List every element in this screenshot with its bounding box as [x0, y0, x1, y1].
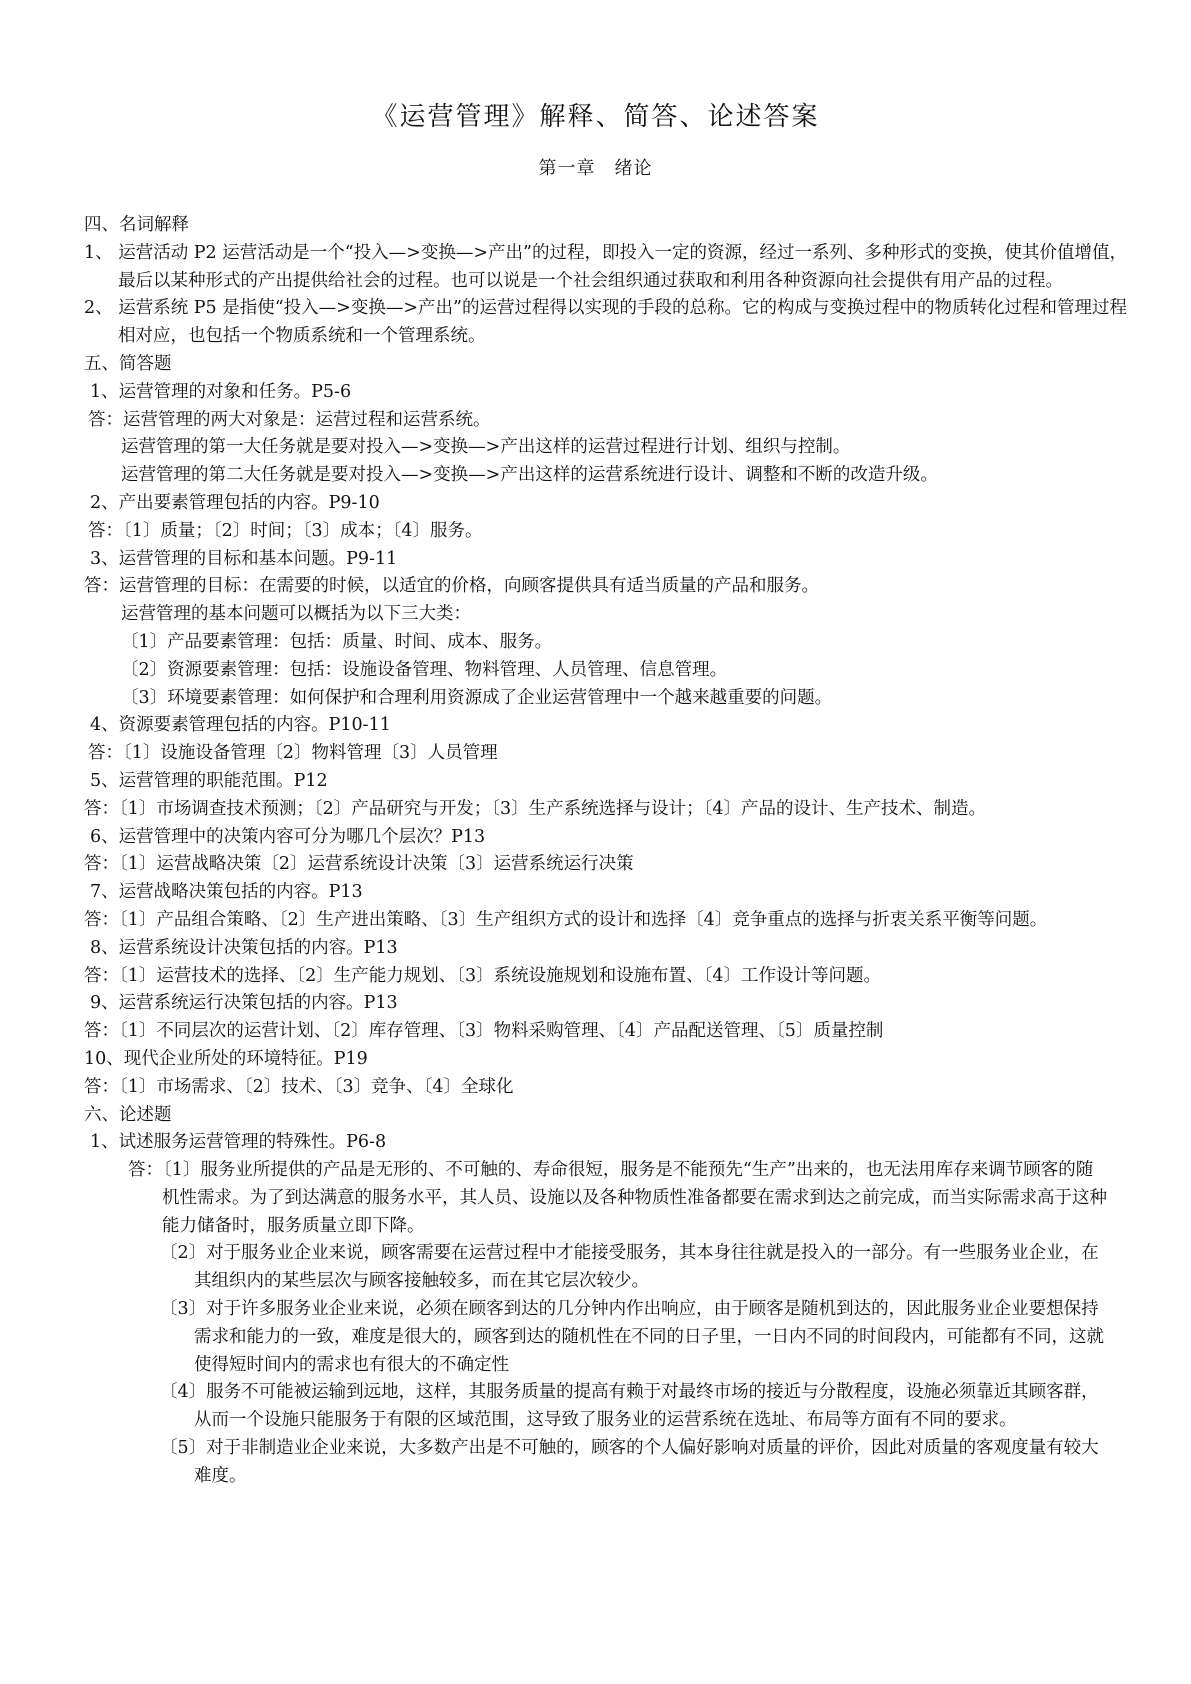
essay-answer: 〔3〕对于许多服务业企业来说，必须在顾客到达的几分钟内作出响应，由于顾客是随机到达的，因此服务业企业要想保持需求和能力的一致，难度是很大的，顾客到达的随机性在不同的日子里，一日内不同的时间段内，可能都有不同，这就使得短时间内的需求也有很大的不确定性 [160, 1299, 1104, 1375]
question: 4、资源要素管理包括的内容。P10-11 [90, 715, 391, 736]
essay-answer: 〔5〕对于非制造业企业来说，大多数产出是不可触的，顾客的个人偏好影响对质量的评价，因此对质量的客观度量有较大难度。 [160, 1438, 1099, 1486]
answer-line: 运营管理的第一大任务就是要对投入—>变换—>产出这样的运营过程进行计划、组织与控制。 [121, 437, 851, 458]
answer: 答：〔1〕市场调查技术预测；〔2〕产品研究与开发；〔3〕生产系统选择与设计；〔4〕产品的设计、生产技术、制造。 [84, 798, 987, 819]
answer-line: 〔1〕产品要素管理：包括：质量、时间、成本、服务。 [121, 631, 553, 652]
question: 8、运营系统设计决策包括的内容。P13 [90, 937, 398, 958]
answer: 答：〔1〕不同层次的运营计划、〔2〕库存管理、〔3〕物料采购管理、〔4〕产品配送管理、〔5〕质量控制 [84, 1021, 884, 1042]
answer-line: 〔2〕资源要素管理：包括：设施设备管理、物料管理、人员管理、信息管理。 [121, 659, 728, 680]
answer: 答：〔1〕运营战略决策〔2〕运营系统设计决策〔3〕运营系统运行决策 [84, 854, 634, 875]
question: 9、运营系统运行决策包括的内容。P13 [90, 993, 398, 1014]
section-heading-short-answer: 五、简答题 [84, 353, 172, 374]
definition-item: 1、 运营活动 P2 运营活动是一个“投入—>变换—>产出”的过程，即投入一定的资源，经过一系列、多种形式的变换，使其价值增值，最后以某种形式的产出提供给社会的过程。也可以说是一个社会组织通过获取和利用各种资源向社会提供有用产品的过程。 [84, 242, 1127, 291]
definition-item: 2、 运营系统 P5 是指使“投入—>变换—>产出”的运营过程得以实现的手段的总称。它的构成与变换过程中的物质转化过程和管理过程相对应，也包括一个物质系统和一个管理系统。 [84, 298, 1127, 347]
section-heading-essay: 六、论述题 [84, 1104, 172, 1125]
answer-line: 运营管理的第二大任务就是要对投入—>变换—>产出这样的运营系统进行设计、调整和不断的改造升级。 [121, 465, 938, 486]
answer-line: 运营管理的基本问题可以概括为以下三大类： [121, 604, 471, 625]
answer: 答：〔1〕运营技术的选择、〔2〕生产能力规划、〔3〕系统设施规划和设施布置、〔4〕工作设计等问题。 [84, 965, 882, 986]
question: 7、运营战略决策包括的内容。P13 [90, 882, 363, 903]
answer: 答：〔1〕产品组合策略、〔2〕生产进出策略、〔3〕生产组织方式的设计和选择〔4〕竞争重点的选择与折衷关系平衡等问题。 [84, 909, 1048, 930]
answer: 答：〔1〕市场需求、〔2〕技术、〔3〕竞争、〔4〕全球化 [84, 1076, 514, 1097]
question: 2、产出要素管理包括的内容。P9-10 [90, 492, 380, 513]
essay-answer: 〔2〕对于服务业企业来说，顾客需要在运营过程中才能接受服务，其本身往往就是投入的一部分。有一些服务业企业，在其组织内的某些层次与顾客接触较多，而在其它层次较少。 [160, 1243, 1099, 1292]
answer-line: 〔3〕环境要素管理：如何保护和合理利用资源成了企业运营管理中一个越来越重要的问题。 [121, 687, 833, 708]
document-title: 《运营管理》解释、简答、论述答案 [371, 102, 820, 132]
document-body [0, 212, 1191, 1491]
question: 1、试述服务运营管理的特殊性。P6-8 [90, 1132, 387, 1153]
question: 5、运营管理的职能范围。P12 [90, 770, 328, 791]
question: 1、运营管理的对象和任务。P5-6 [90, 381, 352, 402]
essay-answer: 答：〔1〕服务业所提供的产品是无形的、不可触的、寿命很短，服务是不能预先“生产”出来的，也无法用库存来调节顾客的随机性需求。为了到达满意的服务水平，其人员、设施以及各种物质性准备都要在需求到达之前完成，而当实际需求高于这种能力储备时，服务质量立即下降。 [128, 1160, 1107, 1236]
section-heading-definitions: 四、名词解释 [84, 215, 189, 235]
answer: 答：〔1〕设施设备管理〔2〕物料管理〔3〕人员管理 [88, 743, 498, 764]
essay-answer: 〔4〕服务不可能被运输到远地，这样，其服务质量的提高有赖于对最终市场的接近与分散程度，设施必须靠近其顾客群，从而一个设施只能服务于有限的区域范围，这导致了服务业的运营系统在选址、布局等方面有不同的要求。 [160, 1382, 1099, 1431]
question: 3、运营管理的目标和基本问题。P9-11 [90, 548, 398, 569]
answer: 答：〔1〕质量；〔2〕时间；〔3〕成本；〔4〕服务。 [88, 520, 483, 541]
question: 10、现代企业所处的环境特征。P19 [84, 1048, 368, 1069]
answer: 答：运营管理的目标：在需要的时候，以适宜的价格，向顾客提供具有适当质量的产品和服务。 [84, 576, 819, 597]
answer: 答：运营管理的两大对象是：运营过程和运营系统。 [88, 409, 491, 430]
chapter-heading: 第一章 绪论 [538, 158, 653, 179]
question: 6、运营管理中的决策内容可分为哪几个层次？P13 [90, 826, 486, 847]
